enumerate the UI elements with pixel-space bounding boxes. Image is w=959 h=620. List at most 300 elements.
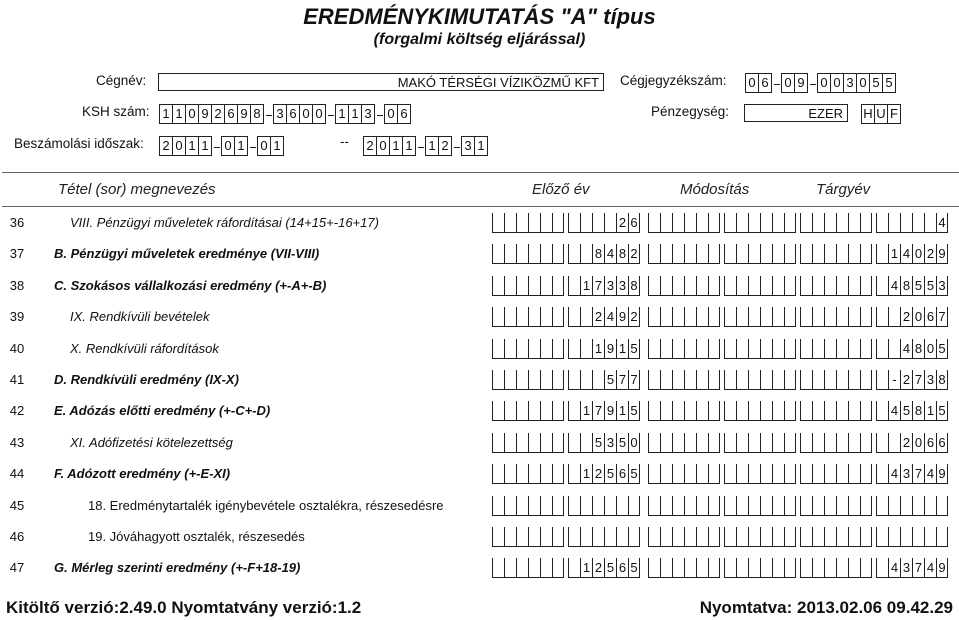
digit-cell: 4 [888,276,900,296]
digit-cell [812,558,824,578]
modification-value-group-a [648,527,720,547]
digit-cell [696,339,708,359]
digit-cell: 7 [912,558,924,578]
digit-cell [540,558,552,578]
previous-year-value-group-b [568,244,640,264]
digit-cell [724,339,736,359]
digit-cell: 6 [616,464,628,484]
digit-cell [696,307,708,327]
previous-year-value-group-b [568,276,640,296]
digit-cell [516,276,528,296]
digit-cell: 5 [592,433,604,453]
digit-cell [848,558,860,578]
digit-cell [836,339,848,359]
digit-cell [836,244,848,264]
ksh-number-digit: 1 [348,104,362,124]
row-label: C. Szokásos vállalkozási eredmény (+-A+-B) [54,277,327,293]
digit-cell [672,401,684,421]
period-to-digit: 0 [376,136,390,156]
currency-code-digit: F [887,104,901,124]
digit-cell [660,464,672,484]
digit-cell [748,370,760,390]
digit-cell [800,307,812,327]
digit-cell [492,370,504,390]
digit-cell [824,213,836,233]
digit-cell [772,339,784,359]
digit-cell [748,339,760,359]
digit-cell [760,276,772,296]
digit-cell [696,276,708,296]
digit-cell [660,307,672,327]
digit-cell [492,433,504,453]
digit-cell [540,433,552,453]
digit-cell [492,464,504,484]
digit-cell [568,401,580,421]
digit-cell: 5 [628,339,640,359]
digit-cell [900,527,912,547]
current-year-value-group-a [800,433,872,453]
footer-printed: Nyomtatva: 2013.02.06 09.42.29 [699,598,953,617]
digit-cell: 0 [912,433,924,453]
digit-cell [516,527,528,547]
ksh-number-digit: 1 [335,104,349,124]
current-year-value-group-b [876,496,948,516]
digit-cell [800,244,812,264]
digit-cell [616,496,628,516]
period-to-digit: 1 [425,136,439,156]
digit-cell: 1 [580,464,592,484]
digit-cell [616,527,628,547]
digit-cell [708,370,720,390]
digit-cell [772,370,784,390]
digit-cell [684,401,696,421]
modification-value-group-b [724,464,796,484]
digit-cell [552,370,564,390]
previous-year-value-group-b [568,433,640,453]
digit-cell [860,558,872,578]
digit-cell [772,464,784,484]
row-label: B. Pénzügyi műveletek eredménye (VII-VIII) [54,246,320,262]
reg-number-boxes [746,73,896,93]
digit-cell: 8 [900,276,912,296]
modification-value-group-a [648,307,720,327]
row-number: 47 [9,560,25,576]
modification-value-group-a [648,213,720,233]
digit-cell [660,401,672,421]
digit-cell [540,527,552,547]
reg-number-digit: 3 [843,73,857,93]
digit-cell [784,496,796,516]
digit-cell: 1 [592,339,604,359]
digit-cell [684,496,696,516]
digit-cell: 4 [936,213,948,233]
digit-cell [492,558,504,578]
current-year-value-group-a [800,213,872,233]
ksh-number-digit: 9 [237,104,251,124]
digit-cell [760,401,772,421]
digit-cell [812,496,824,516]
ksh-number-digit: 2 [211,104,225,124]
digit-cell [580,496,592,516]
digit-cell [708,244,720,264]
digit-cell: 0 [912,244,924,264]
digit-cell [684,276,696,296]
period-label: Beszámolási időszak: [14,136,144,151]
digit-cell [736,370,748,390]
digit-cell [748,433,760,453]
digit-cell: 8 [616,244,628,264]
previous-year-value-group-a [492,339,564,359]
digit-cell [924,213,936,233]
digit-cell: 2 [628,307,640,327]
digit-cell [504,370,516,390]
previous-year-value-group-b [568,558,640,578]
digit-cell: 6 [616,558,628,578]
digit-cell [604,213,616,233]
digit-cell [568,213,580,233]
digit-cell [684,464,696,484]
digit-cell [528,496,540,516]
digit-cell [860,401,872,421]
row-label: 18. Eredménytartalék igénybevétele osztalékra, részesedésre [88,497,444,513]
digit-cell [848,527,860,547]
digit-cell [660,370,672,390]
ksh-number-boxes [160,104,411,124]
row-number: 36 [9,215,25,230]
ksh-number-digit: 3 [273,104,287,124]
digit-cell [860,213,872,233]
previous-year-value-group-b [568,496,640,516]
digit-cell [504,244,516,264]
digit-cell [836,276,848,296]
digit-cell [772,527,784,547]
digit-cell [672,527,684,547]
digit-cell [748,401,760,421]
previous-year-value-group-b [568,213,640,233]
digit-cell [848,213,860,233]
digit-cell: 3 [616,276,628,296]
digit-cell [492,527,504,547]
digit-cell [760,496,772,516]
period-to-separator [416,137,426,155]
digit-cell: 3 [936,276,948,296]
digit-cell [784,401,796,421]
digit-cell [800,213,812,233]
current-year-value-group-b [876,213,948,233]
digit-cell [836,558,848,578]
digit-cell [540,276,552,296]
row-number: 42 [9,403,25,419]
digit-cell [660,433,672,453]
digit-cell [824,464,836,484]
digit-cell [540,401,552,421]
ksh-number-digit: 1 [172,104,186,124]
digit-cell: 2 [924,244,936,264]
digit-cell [876,339,888,359]
digit-cell [504,433,516,453]
ksh-number-digit: 0 [299,104,313,124]
digit-cell [848,464,860,484]
previous-year-value-group-a [492,496,564,516]
digit-cell [628,496,640,516]
previous-year-value-group-a [492,558,564,578]
digit-cell [900,496,912,516]
digit-cell: 1 [888,244,900,264]
digit-cell [684,307,696,327]
digit-cell: 4 [888,558,900,578]
digit-cell [648,464,660,484]
digit-cell [516,496,528,516]
modification-value-group-b [724,496,796,516]
row-label: 19. Jóváhagyott osztalék, részesedés [88,529,305,544]
digit-cell [672,370,684,390]
reg-number-digit: 0 [781,73,795,93]
digit-cell [708,527,720,547]
digit-cell [708,464,720,484]
digit-cell [672,433,684,453]
digit-cell: 4 [900,339,912,359]
digit-cell [648,307,660,327]
digit-cell [684,527,696,547]
modification-value-group-b [724,527,796,547]
current-year-value-group-b [876,401,948,421]
digit-cell: 8 [936,370,948,390]
digit-cell [568,496,580,516]
currency-label: Pénzegység: [651,104,730,119]
digit-cell [812,401,824,421]
digit-cell: 2 [592,558,604,578]
digit-cell [836,464,848,484]
reg-number-digit: 9 [794,73,808,93]
period-from-digit: 2 [159,136,173,156]
digit-cell [696,496,708,516]
ksh-number-digit: 6 [224,104,238,124]
digit-cell [708,433,720,453]
digit-cell [748,213,760,233]
digit-cell: 7 [936,307,948,327]
digit-cell [516,307,528,327]
digit-cell [648,433,660,453]
digit-cell [504,527,516,547]
current-year-value-group-b [876,244,948,264]
digit-cell: 2 [592,464,604,484]
digit-cell [552,496,564,516]
digit-cell: 5 [616,433,628,453]
digit-cell [772,496,784,516]
digit-cell [504,276,516,296]
digit-cell [784,370,796,390]
digit-cell [724,401,736,421]
digit-cell [860,276,872,296]
digit-cell [696,401,708,421]
digit-cell [528,339,540,359]
ksh-number-digit: 3 [361,104,375,124]
current-year-value-group-b [876,433,948,453]
digit-cell [936,527,948,547]
period-from-boxes [160,136,284,156]
digit-cell [528,527,540,547]
digit-cell [660,276,672,296]
digit-cell [504,307,516,327]
digit-cell: 7 [592,401,604,421]
digit-cell: 3 [924,370,936,390]
current-year-value-group-a [800,370,872,390]
digit-cell [848,401,860,421]
digit-cell [684,244,696,264]
digit-cell [760,527,772,547]
column-header-current-year: Tárgyév [816,181,871,198]
ksh-number-separator [326,105,336,123]
digit-cell [836,307,848,327]
current-year-value-group-b [876,339,948,359]
period-to-digit: 1 [389,136,403,156]
row-number: 37 [9,246,25,262]
current-year-value-group-b [876,307,948,327]
digit-cell [800,527,812,547]
digit-cell: 3 [604,276,616,296]
digit-cell: 4 [888,401,900,421]
ksh-number-digit: 1 [159,104,173,124]
digit-cell [812,433,824,453]
digit-cell [760,558,772,578]
ksh-label: KSH szám: [82,104,150,119]
digit-cell [876,213,888,233]
reg-number-separator [772,74,782,92]
digit-cell [800,276,812,296]
row-number: 40 [9,340,25,356]
row-label: E. Adózás előtti eredmény (+-C+-D) [54,403,271,419]
digit-cell [824,276,836,296]
digit-cell [748,527,760,547]
digit-cell [772,558,784,578]
digit-cell [552,339,564,359]
digit-cell [568,307,580,327]
digit-cell: 8 [628,276,640,296]
digit-cell [812,244,824,264]
digit-cell [648,496,660,516]
row-label: F. Adózott eredmény (+-E-XI) [54,466,231,482]
modification-value-group-a [648,244,720,264]
current-year-value-group-b [876,370,948,390]
digit-cell [648,276,660,296]
digit-cell [860,339,872,359]
digit-cell [672,307,684,327]
digit-cell [748,244,760,264]
digit-cell [724,370,736,390]
digit-cell [528,558,540,578]
digit-cell [784,339,796,359]
digit-cell [912,213,924,233]
ksh-number-digit: 9 [198,104,212,124]
digit-cell [648,370,660,390]
digit-cell: 9 [604,401,616,421]
previous-year-value-group-a [492,370,564,390]
period-from-digit: 1 [270,136,284,156]
digit-cell [648,244,660,264]
digit-cell: 5 [604,464,616,484]
digit-cell [724,244,736,264]
current-year-value-group-a [800,401,872,421]
row-number: 43 [9,434,25,450]
digit-cell [708,558,720,578]
digit-cell [812,276,824,296]
current-year-value-group-b [876,276,948,296]
digit-cell: 5 [936,401,948,421]
digit-cell: 5 [604,558,616,578]
digit-cell [604,496,616,516]
digit-cell [824,433,836,453]
period-to-digit: 2 [363,136,377,156]
digit-cell [672,464,684,484]
period-from-digit: 1 [185,136,199,156]
digit-cell [824,496,836,516]
previous-year-value-group-b [568,339,640,359]
previous-year-value-group-a [492,307,564,327]
digit-cell: 4 [900,244,912,264]
digit-cell [580,527,592,547]
digit-cell: 0 [912,307,924,327]
ksh-number-separator [375,105,385,123]
period-from-digit: 1 [198,136,212,156]
digit-cell [672,496,684,516]
digit-cell [736,496,748,516]
digit-cell [812,307,824,327]
reg-number-digit: 0 [817,73,831,93]
digit-cell [876,433,888,453]
period-to-digit: 1 [474,136,488,156]
digit-cell [684,339,696,359]
digit-cell [860,496,872,516]
digit-cell [552,307,564,327]
digit-cell [848,496,860,516]
digit-cell [824,339,836,359]
previous-year-value-group-b [568,527,640,547]
digit-cell [568,527,580,547]
digit-cell [708,213,720,233]
digit-cell [568,276,580,296]
digit-cell [848,433,860,453]
digit-cell [772,433,784,453]
company-name-field: MAKÓ TÉRSÉGI VÍZIKÖZMŰ KFT [158,73,604,91]
modification-value-group-a [648,558,720,578]
digit-cell [860,370,872,390]
digit-cell [568,558,580,578]
digit-cell [748,496,760,516]
digit-cell: 8 [912,339,924,359]
digit-cell [696,244,708,264]
digit-cell [660,213,672,233]
digit-cell [736,433,748,453]
digit-cell: 0 [628,433,640,453]
digit-cell [876,370,888,390]
digit-cell [492,339,504,359]
digit-cell [784,464,796,484]
digit-cell [552,464,564,484]
period-to-digit: 1 [402,136,416,156]
digit-cell: 7 [912,370,924,390]
row-label: XI. Adófizetési kötelezettség [70,434,233,450]
row-label: D. Rendkívüli eredmény (IX-X) [54,372,239,387]
digit-cell: 1 [924,401,936,421]
digit-cell [836,370,848,390]
digit-cell [924,527,936,547]
digit-cell [812,370,824,390]
previous-year-value-group-a [492,464,564,484]
digit-cell: 2 [900,307,912,327]
company-name-label: Cégnév: [96,73,147,88]
digit-cell [516,370,528,390]
digit-cell: 7 [616,370,628,390]
